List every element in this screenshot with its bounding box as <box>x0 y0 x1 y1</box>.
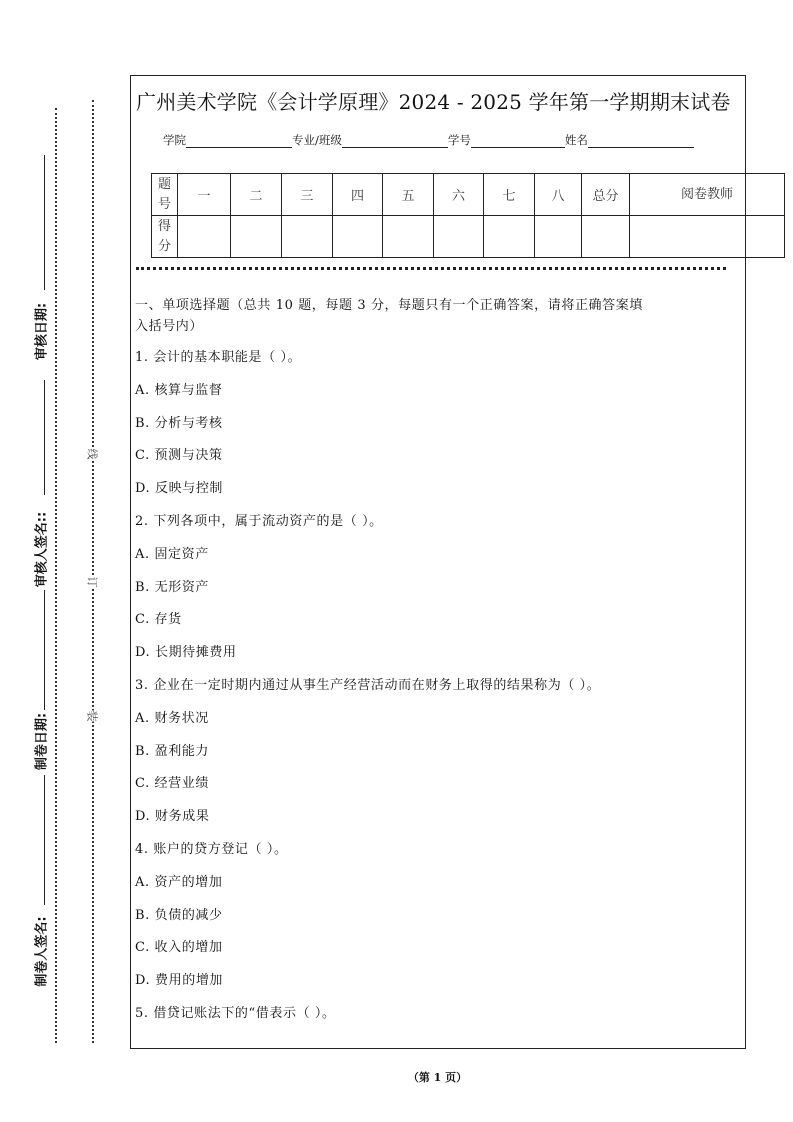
answer-option: A. 财务状况 <box>135 710 209 726</box>
score-cell[interactable] <box>178 216 231 258</box>
score-cell-total[interactable] <box>582 216 630 258</box>
col-header: 八 <box>535 174 582 216</box>
binding-label-bind: 装 <box>85 710 99 722</box>
score-table-header-row <box>152 174 785 216</box>
field-label-student-id: 学号 <box>447 133 471 147</box>
col-header: 七 <box>484 174 535 216</box>
row-header-score: 得分 <box>152 216 178 258</box>
score-cell[interactable] <box>484 216 535 258</box>
answer-option: B. 盈利能力 <box>135 743 210 759</box>
college-input[interactable] <box>186 133 292 148</box>
question-stem: 3. 企业在一定时期内通过从事生产经营活动而在财务上取得的结果称为（ ）。 <box>135 678 601 693</box>
answer-option: C. 收入的增加 <box>135 940 223 956</box>
answer-option: B. 分析与考核 <box>135 415 223 431</box>
col-header: 四 <box>333 174 383 216</box>
field-label-college: 学院 <box>163 133 186 147</box>
col-header-total: 总分 <box>582 174 630 216</box>
score-cell[interactable] <box>535 216 582 258</box>
score-cell[interactable] <box>383 216 434 258</box>
exam-title: 广州美术学院《会计学原理》2024 - 2025 学年第一学期期末试卷 <box>136 90 731 114</box>
col-header: 二 <box>231 174 282 216</box>
col-header: 六 <box>434 174 484 216</box>
field-label-name: 姓名 <box>564 133 588 147</box>
answer-option: B. 无形资产 <box>135 579 210 595</box>
binding-label-order: 订 <box>85 576 99 588</box>
review-date-underline <box>44 155 45 290</box>
dotted-separator <box>136 267 726 270</box>
score-cell[interactable] <box>333 216 383 258</box>
student-info-row <box>163 132 694 148</box>
answer-option: A. 固定资产 <box>135 546 209 562</box>
binding-label-line: 线 <box>85 448 99 460</box>
answer-option: D. 财务成果 <box>135 809 210 825</box>
question-stem: 2. 下列各项中，属于流动资产的是（ ）。 <box>135 514 383 529</box>
col-header-grader: 阅卷教师 <box>630 174 785 216</box>
score-cell[interactable] <box>231 216 282 258</box>
answer-option: A. 核算与监督 <box>135 382 223 398</box>
reviewer-sign-label: 审核人签名:: <box>34 511 50 588</box>
section-heading-line1: 一、单项选择题（总共 10 题，每题 3 分，每题只有一个正确答案，请将正确答案填 <box>135 298 643 313</box>
question-stem: 1. 会计的基本职能是（ ）。 <box>135 350 302 365</box>
col-header: 五 <box>383 174 434 216</box>
preparer-sign-label: 制卷人签名: <box>34 916 50 987</box>
score-table-score-row <box>152 216 785 258</box>
name-input[interactable] <box>588 133 694 148</box>
major-class-input[interactable] <box>342 133 448 148</box>
prepare-date-label: 制卷日期: <box>34 712 50 771</box>
page-number: （第 1 页） <box>407 1071 468 1084</box>
answer-option: C. 存货 <box>135 612 182 628</box>
grader-cell[interactable] <box>630 216 785 258</box>
score-cell[interactable] <box>434 216 484 258</box>
answer-option: D. 长期待摊费用 <box>135 645 237 661</box>
field-label-major-class: 专业/班级 <box>292 133 342 147</box>
binding-dotted-line-inner <box>92 100 94 1043</box>
answer-option: D. 费用的增加 <box>135 973 224 989</box>
reviewer-sign-underline <box>44 380 45 495</box>
answer-option: A. 资产的增加 <box>135 874 223 890</box>
col-header: 三 <box>282 174 333 216</box>
question-stem: 4. 账户的贷方登记（ ）。 <box>135 842 288 857</box>
answer-option: C. 预测与决策 <box>135 448 223 464</box>
col-header: 一 <box>178 174 231 216</box>
review-date-label: 审核日期: <box>34 302 50 361</box>
question-stem: 5. 借贷记账法下的“借表示（ ）。 <box>135 1006 336 1021</box>
row-header-question-no: 题号 <box>152 174 178 216</box>
score-table <box>151 173 785 258</box>
answer-option: B. 负债的减少 <box>135 907 223 923</box>
answer-option: D. 反映与控制 <box>135 481 224 497</box>
preparer-sign-underline <box>44 775 45 905</box>
section-heading-line2: 入括号内） <box>135 319 204 334</box>
answer-option: C. 经营业绩 <box>135 776 209 792</box>
student-id-input[interactable] <box>471 133 565 148</box>
prepare-date-underline-a <box>44 590 45 710</box>
binding-dotted-line-outer <box>55 108 57 1043</box>
score-cell[interactable] <box>282 216 333 258</box>
